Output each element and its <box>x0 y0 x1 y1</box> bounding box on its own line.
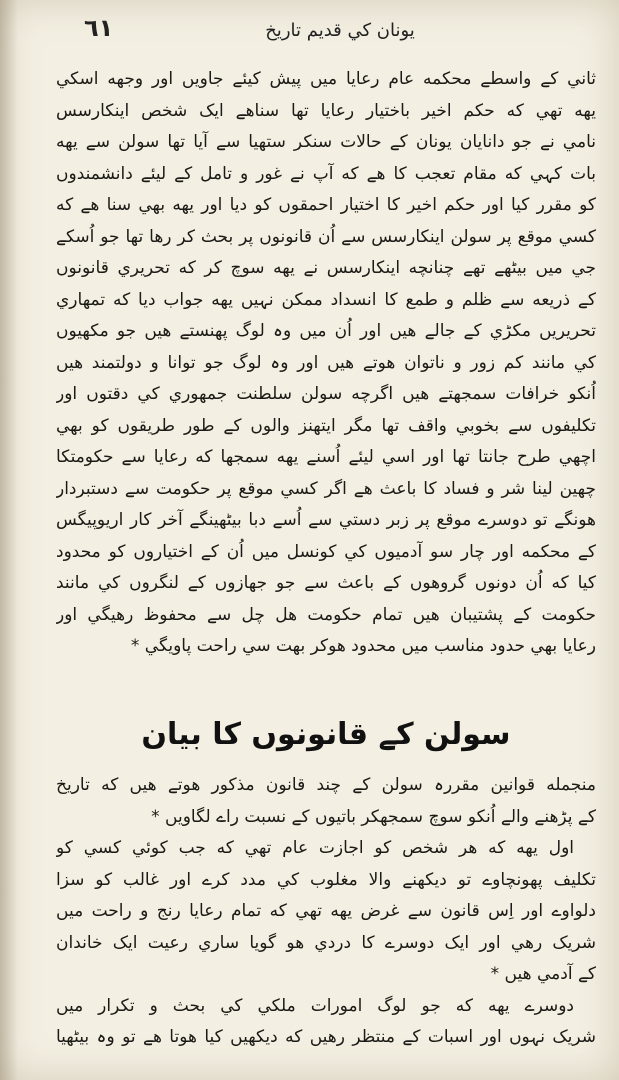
text-line: کسي موقع پر سولن اینکارسس سے اُن قانونوں پر بحث کر رها تها جو اُسکے <box>56 226 596 247</box>
text-line: ثاني کے واسطے محکمه عام رعایا میں پیش کیئے جاویں اور وجهه اسکي <box>56 69 596 89</box>
text-line: اچهي طرح جانتا تها اور اسي لیئے اُسنے یهه سمجها که رعایا سے حکومتکا <box>56 447 596 467</box>
text-line: دوسرے یهه که جو لوگ امورات ملکي کي بحث و تکرار میں <box>56 995 574 1016</box>
text-line: کے ذریعه سے ظلم و طمع کا انسداد ممکن نہیں یهه جواب دیا که تمهاري <box>56 289 596 310</box>
text-line: چهین لینا شر و فساد کا باعث هے اگر کسي موقع پر حکومت سے دستبردار <box>56 478 596 499</box>
text-line: اول یهه که هر شخص کو اجازت عام تهي که جب کوئي کسي کو <box>56 838 574 858</box>
text-line: جي میں بیٹهے تهے چنانچه اینکارسس نے یهه سوچ کر که تحریري قانونوں <box>56 258 596 278</box>
text-line: شریک نہوں اور اسبات کے منتظر رهیں که دیکهیں کیا هوتا هے تو وہ بیٹهیا <box>56 1027 596 1047</box>
page-number: ٦١ <box>84 14 114 42</box>
paragraph-1 <box>56 64 596 663</box>
text-line: کے پڑهنے والے اُنکو سوچ سمجهکر باتیوں کے نسبت راے لگاویں * <box>151 806 596 827</box>
text-line: حکومت کے پشتیبان هیں تمام حکومت هل چل سے محفوظ رهیگي اور <box>56 604 596 625</box>
text-line: بات کہي که مقام تعجب کا هے که آپ نے غور و تامل کے لیئے دانشمندوں <box>56 163 596 184</box>
text-line: کے آدمي هیں * <box>490 964 596 984</box>
page-header <box>40 14 600 50</box>
text-line: هونگے تو دوسرے موقع پر زبر دستي سے اُسے دبا بیٹهینگے آخر کار اریوپیگس <box>56 510 596 530</box>
text-line: دلواوے اور اِس قانون سے غرض یهه تهي که تمام رعایا رنج و راحت میں <box>56 901 596 921</box>
text-line: منجمله قوانین مقررہ سولن کے چند قانون مذکور هوتے هیں که تاریخ <box>56 775 596 795</box>
text-line: کے محکمه اور چار سو آدمیوں کي کونسل میں اُن کے اختیاروں کو محدود <box>56 541 596 562</box>
section-heading: سولن کے قانونوں کا بیان <box>141 717 511 752</box>
text-line: کو مقرر کیا اور حکم اخیر کا اختیار احمقوں کو دیا اور یهه بهي سنا هے که <box>56 195 596 215</box>
text-line: کیا که اُن دونوں گروهوں کے باعث سے جو جهازوں کے لنگروں کي مانند <box>56 573 596 593</box>
paragraph-2 <box>56 770 596 1054</box>
text-line: شریک رهي اور ایک دوسرے کا دردي هو گویا ساري رعیت ایک خاندان <box>56 932 596 953</box>
text-line: تحریریں مکڑي کے جالے هیں اور اُن میں وہ لوگ پهنستے هیں جو مکهیوں <box>56 321 596 341</box>
text-line: اُنکو خرافات سمجهتے هیں اگرچه سولن سلطنت جمهوري کي دقتوں اور <box>56 384 596 404</box>
text-line: یهه تهي که حکم اخیر باختیار رعایا تها سناهے ایک شخص اینکارسس <box>56 100 596 121</box>
running-title: یونان کي قدیم تاریخ <box>265 20 415 41</box>
page-edge-shadow <box>0 0 18 1080</box>
text-line: تکلیفوں سے بخوبي واقف تها مگر ایتهنز والوں کے طور طریقوں کو بهي <box>56 415 596 436</box>
text-line: نامي نے جو دانایان یونان کے حالات سنکر ستهیا سے آیا تها سولن سے یهه <box>56 132 596 152</box>
text-line: تکلیف پهونچاوے تو دیکهنے والا مغلوب کي مدد کرے اور غالب کو سزا <box>56 869 596 890</box>
text-line: رعایا بهي حدود مناسب میں محدود هوکر بهت سي راحت پاویگي * <box>130 636 596 656</box>
text-line: کي مانند کم زور و ناتوان هوتے هیں اور وہ لوگ جو توانا و دولتمند هیں <box>56 352 596 373</box>
